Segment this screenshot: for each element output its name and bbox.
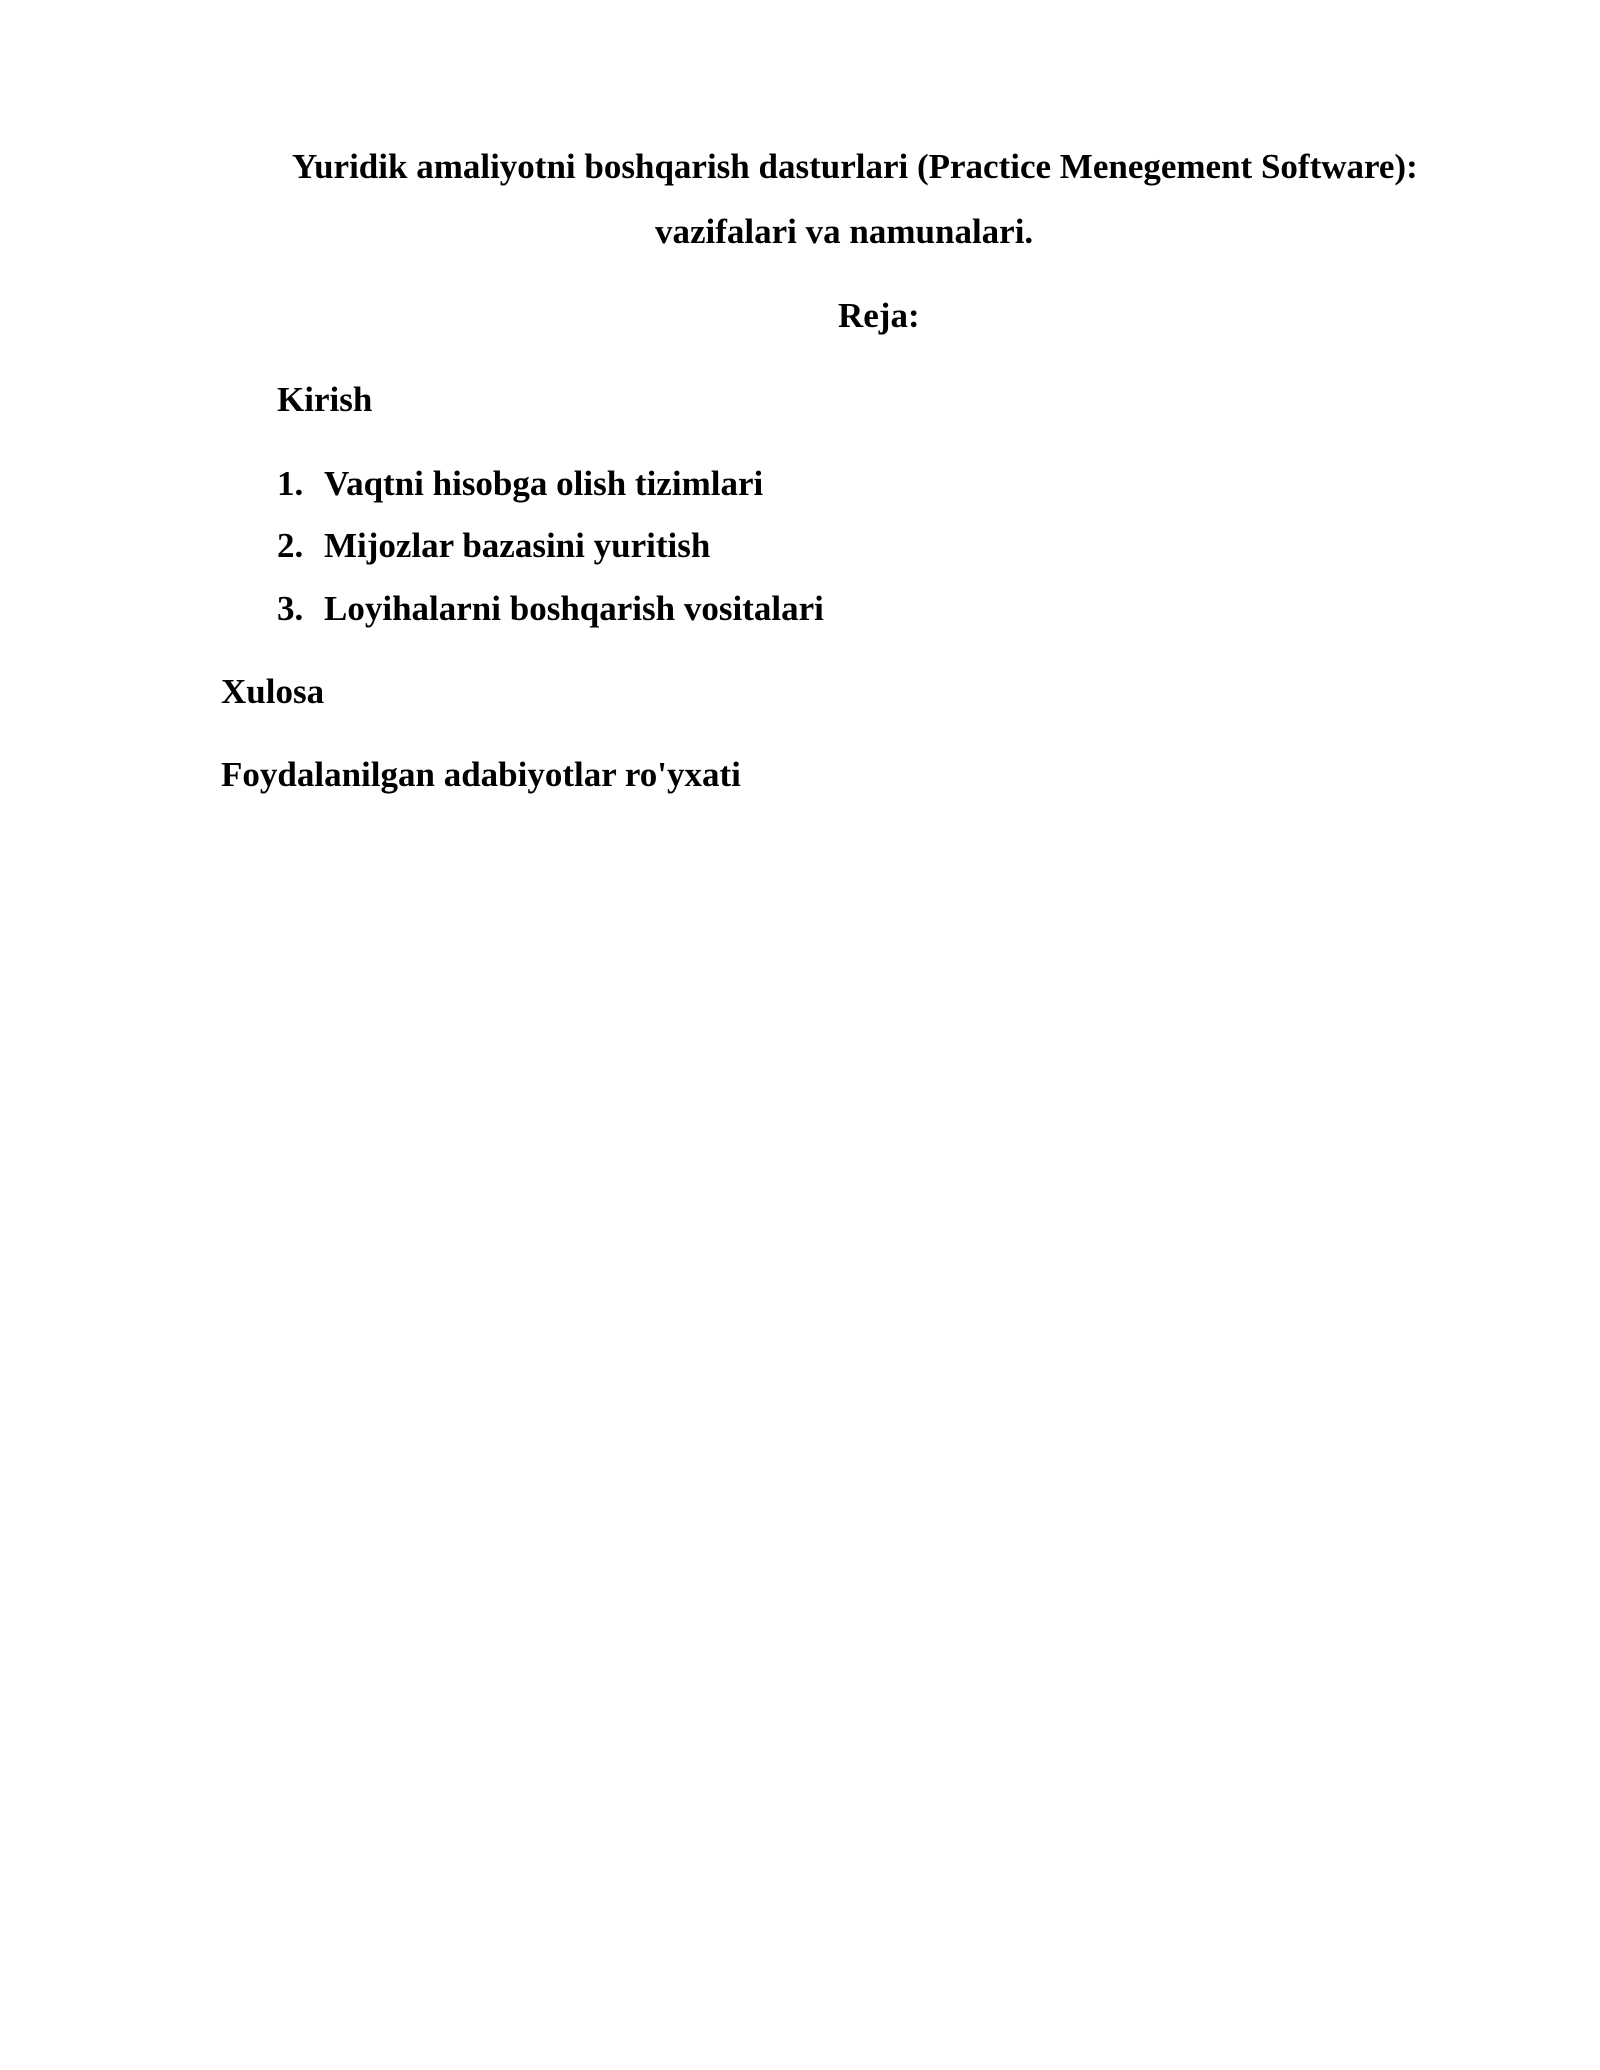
toc-numbered-item [277, 462, 763, 506]
toc-item-text: Loyihalarni boshqarish vositalari [324, 589, 824, 628]
toc-item-number: 1. [277, 464, 304, 503]
toc-references: Foydalanilgan adabiyotlar ro'yxati [221, 755, 741, 794]
toc-numbered-item [277, 587, 824, 631]
plan-heading: Reja: [838, 296, 920, 335]
toc-numbered-item [277, 524, 710, 568]
toc-item-text: Mijozlar bazasini yuritish [324, 526, 711, 565]
document-title-line-2: vazifalari va namunalari. [655, 212, 1034, 251]
toc-item-text: Vaqtni hisobga olish tizimlari [324, 464, 764, 503]
toc-item-number: 2. [277, 526, 304, 565]
document-title-line-1: Yuridik amaliyotni boshqarish dasturlari (Practice Menegement Software): [292, 147, 1418, 186]
toc-item-number: 3. [277, 589, 304, 628]
toc-introduction: Kirish [277, 380, 373, 419]
toc-conclusion: Xulosa [221, 672, 325, 711]
